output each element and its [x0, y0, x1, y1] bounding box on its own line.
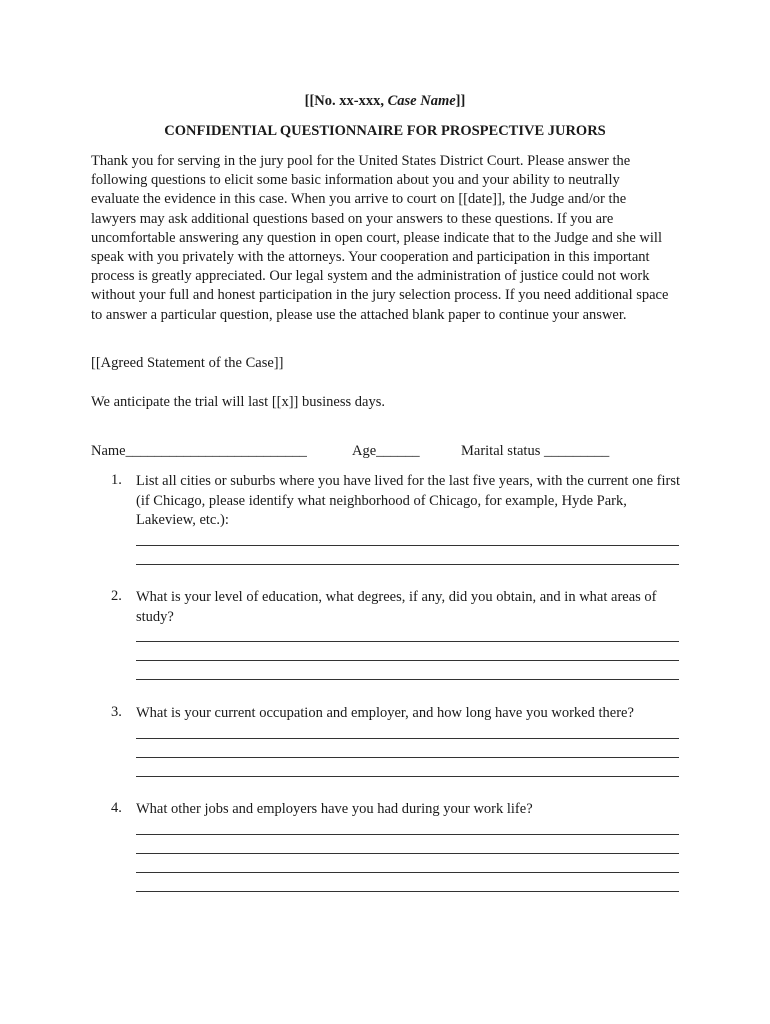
question-number: 2.	[111, 588, 122, 604]
agreed-statement: [[Agreed Statement of the Case]]	[91, 355, 284, 371]
question-number: 1.	[111, 472, 122, 488]
answer-line[interactable]	[136, 545, 679, 546]
answer-line[interactable]	[136, 853, 679, 854]
intro-paragraph: Thank you for serving in the jury pool for the United States District Court. Please answer the following questions to elicit some basic information about you and your ability to neutrally evaluate the evidence in this case. When you arrive to court on [[date]], the Judge and/or the lawyers may ask additional questions based on your answers to these questions. If you are uncomfortable answering any question in open court, please indicate that to the Judge and she will speak with you privately with the attorneys. Your cooperation and participation in this important process is greatly appreciated. Our legal system and the administration of justice could not work without your full and honest participation in the jury selection process. If you need additional space to answer a particular question, please use the attached blank paper to continue your answer.	[91, 153, 669, 323]
document-title: CONFIDENTIAL QUESTIONNAIRE FOR PROSPECTIVE JURORS	[164, 123, 606, 139]
marital-status-field[interactable]: Marital status _________	[461, 443, 610, 459]
question-text: What other jobs and employers have you had during your work life?	[136, 801, 533, 817]
name-field[interactable]: Name_________________________	[91, 443, 307, 459]
answer-line[interactable]	[136, 679, 679, 680]
answer-line[interactable]	[136, 564, 679, 565]
answer-line[interactable]	[136, 660, 679, 661]
answer-line[interactable]	[136, 776, 679, 777]
question-number: 4.	[111, 800, 122, 816]
case-prefix: [[No. xx-xxx,	[304, 93, 388, 109]
juror-info-row	[91, 443, 691, 463]
answer-line[interactable]	[136, 872, 679, 873]
answer-line[interactable]	[136, 891, 679, 892]
case-suffix: ]]	[455, 93, 466, 109]
case-name: Case Name	[387, 93, 456, 109]
age-field[interactable]: Age______	[352, 443, 420, 459]
case-number-heading	[0, 93, 770, 110]
answer-line[interactable]	[136, 834, 679, 835]
question-text: What is your current occupation and employer, and how long have you worked there?	[136, 705, 634, 721]
question-number: 3.	[111, 704, 122, 720]
answer-line[interactable]	[136, 641, 679, 642]
trial-duration-statement: We anticipate the trial will last [[x]] business days.	[91, 394, 385, 410]
question-text: List all cities or suburbs where you have lived for the last five years, with the current one first (if Chicago, please identify what neighborhood of Chicago, for example, Hyde Park, Lakeview, etc.):	[136, 473, 680, 528]
answer-line[interactable]	[136, 738, 679, 739]
question-text: What is your level of education, what degrees, if any, did you obtain, and in what areas of study?	[136, 589, 657, 625]
answer-line[interactable]	[136, 757, 679, 758]
